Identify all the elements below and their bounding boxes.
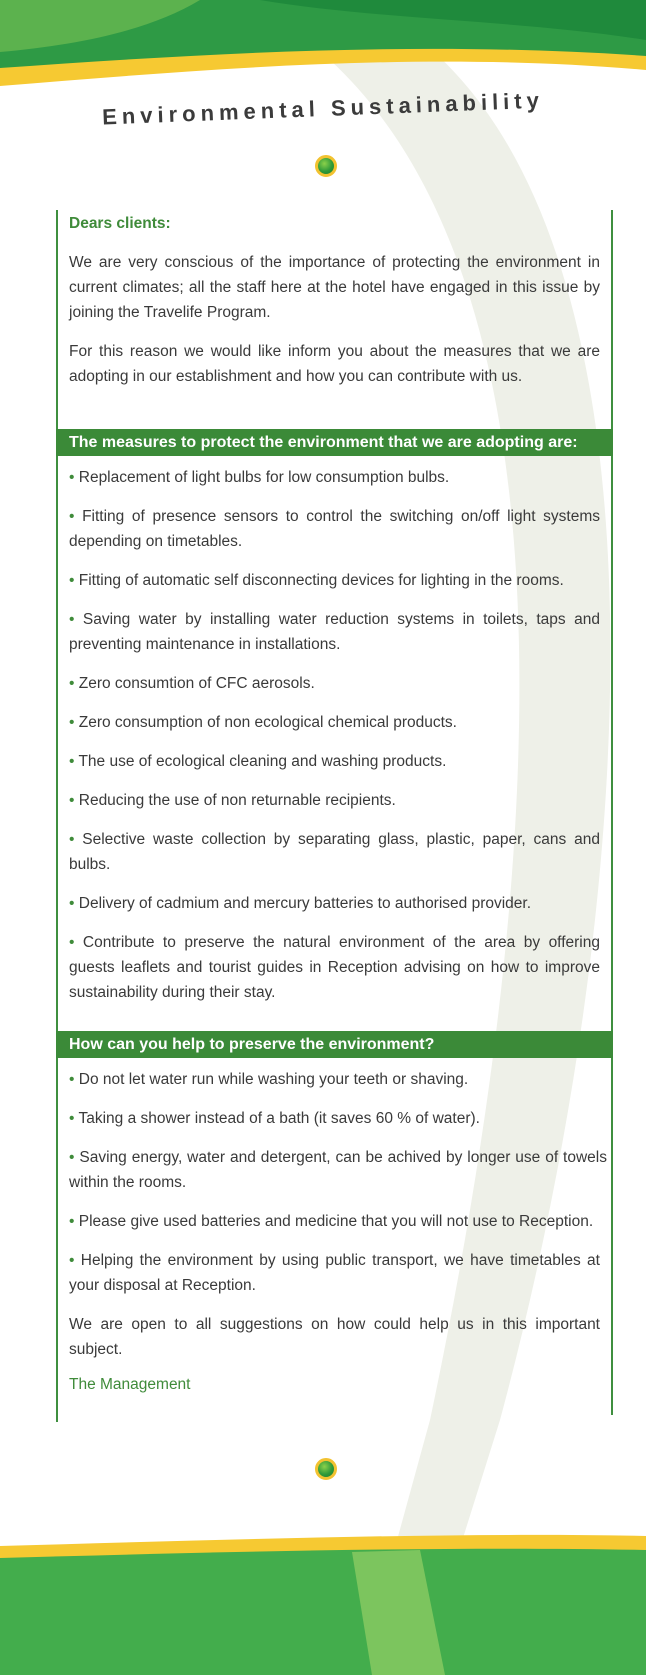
list-item xyxy=(69,1248,600,1298)
list-item-text: Replacement of light bulbs for low consumption bulbs. xyxy=(78,469,450,486)
bullet-icon: • xyxy=(69,792,75,809)
bullet-icon: • xyxy=(69,508,75,525)
bullet-icon: • xyxy=(69,934,75,951)
list-item xyxy=(69,1106,600,1131)
bullet-icon: • xyxy=(69,611,75,628)
help-heading: How can you help to preserve the environment? xyxy=(56,1031,613,1058)
list-item-text: Zero consumption of non ecological chemical products. xyxy=(78,714,457,731)
closing-paragraph: We are open to all suggestions on how could help us in this important subject. xyxy=(69,1316,600,1358)
intro-paragraph: We are very conscious of the importance of protecting the environment in current climates; all the staff here at the hotel have engaged in this issue by joining the Travelife Program. xyxy=(69,254,600,321)
list-item xyxy=(69,607,600,657)
bullet-icon: • xyxy=(69,1110,75,1127)
intro-paragraph: For this reason we would like inform you about the measures that we are adopting in our establishment and how you can contribute with us. xyxy=(69,343,600,385)
list-item xyxy=(69,1067,600,1092)
list-item xyxy=(69,710,600,735)
leaf-dot-icon xyxy=(315,1458,337,1480)
page-title: Environmental Sustainability xyxy=(101,87,545,130)
letter-content xyxy=(56,210,613,1397)
bullet-icon: • xyxy=(69,572,75,589)
measures-list xyxy=(56,465,613,1005)
list-item-text: Zero consumtion of CFC aerosols. xyxy=(78,675,315,692)
help-list xyxy=(56,1067,613,1298)
list-item-text: Saving energy, water and detergent, can be achived by longer use of towels within the rooms. xyxy=(69,1149,607,1191)
signature: The Management xyxy=(69,1376,191,1393)
list-item xyxy=(69,930,600,1005)
bullet-icon: • xyxy=(69,714,75,731)
list-item-text: The use of ecological cleaning and washing products. xyxy=(78,753,447,770)
bullet-icon: • xyxy=(69,1071,75,1088)
bullet-icon: • xyxy=(69,895,75,912)
list-item xyxy=(69,827,600,877)
list-item xyxy=(69,891,600,916)
list-item xyxy=(69,1145,607,1195)
list-item xyxy=(69,749,600,774)
measures-heading: The measures to protect the environment that we are adopting are: xyxy=(56,429,613,456)
list-item xyxy=(69,1209,607,1234)
list-item xyxy=(69,671,600,696)
bullet-icon: • xyxy=(69,753,75,770)
bottom-green-band xyxy=(0,1549,646,1675)
list-item-text: Saving water by installing water reduction systems in toilets, taps and preventing maintenance in installations. xyxy=(69,611,600,653)
list-item-text: Please give used batteries and medicine that you will not use to Reception. xyxy=(78,1213,594,1230)
list-item-text: Taking a shower instead of a bath (it saves 60 % of water). xyxy=(78,1110,480,1127)
list-item xyxy=(69,568,600,593)
list-item-text: Do not let water run while washing your teeth or shaving. xyxy=(78,1071,469,1088)
list-item xyxy=(69,788,600,813)
list-item-text: Reducing the use of non returnable recipients. xyxy=(78,792,396,809)
list-item-text: Helping the environment by using public transport, we have timetables at your disposal at Reception. xyxy=(69,1252,600,1294)
list-item xyxy=(69,465,600,490)
bullet-icon: • xyxy=(69,831,75,848)
list-item-text: Contribute to preserve the natural environment of the area by offering guests leaflets and tourist guides in Reception advising on how to improve sustainability during their stay. xyxy=(69,934,600,1001)
bullet-icon: • xyxy=(69,469,75,486)
bullet-icon: • xyxy=(69,1213,75,1230)
greeting: Dears clients: xyxy=(69,215,171,232)
bullet-icon: • xyxy=(69,1252,75,1269)
bullet-icon: • xyxy=(69,675,75,692)
list-item-text: Selective waste collection by separating glass, plastic, paper, cans and bulbs. xyxy=(69,831,600,873)
list-item-text: Delivery of cadmium and mercury batteries to authorised provider. xyxy=(78,895,532,912)
list-item-text: Fitting of automatic self disconnecting devices for lighting in the rooms. xyxy=(78,572,564,589)
leaf-dot-icon xyxy=(315,155,337,177)
bullet-icon: • xyxy=(69,1149,75,1166)
list-item-text: Fitting of presence sensors to control the switching on/off light systems depending on timetables. xyxy=(69,508,600,550)
list-item xyxy=(69,504,600,554)
